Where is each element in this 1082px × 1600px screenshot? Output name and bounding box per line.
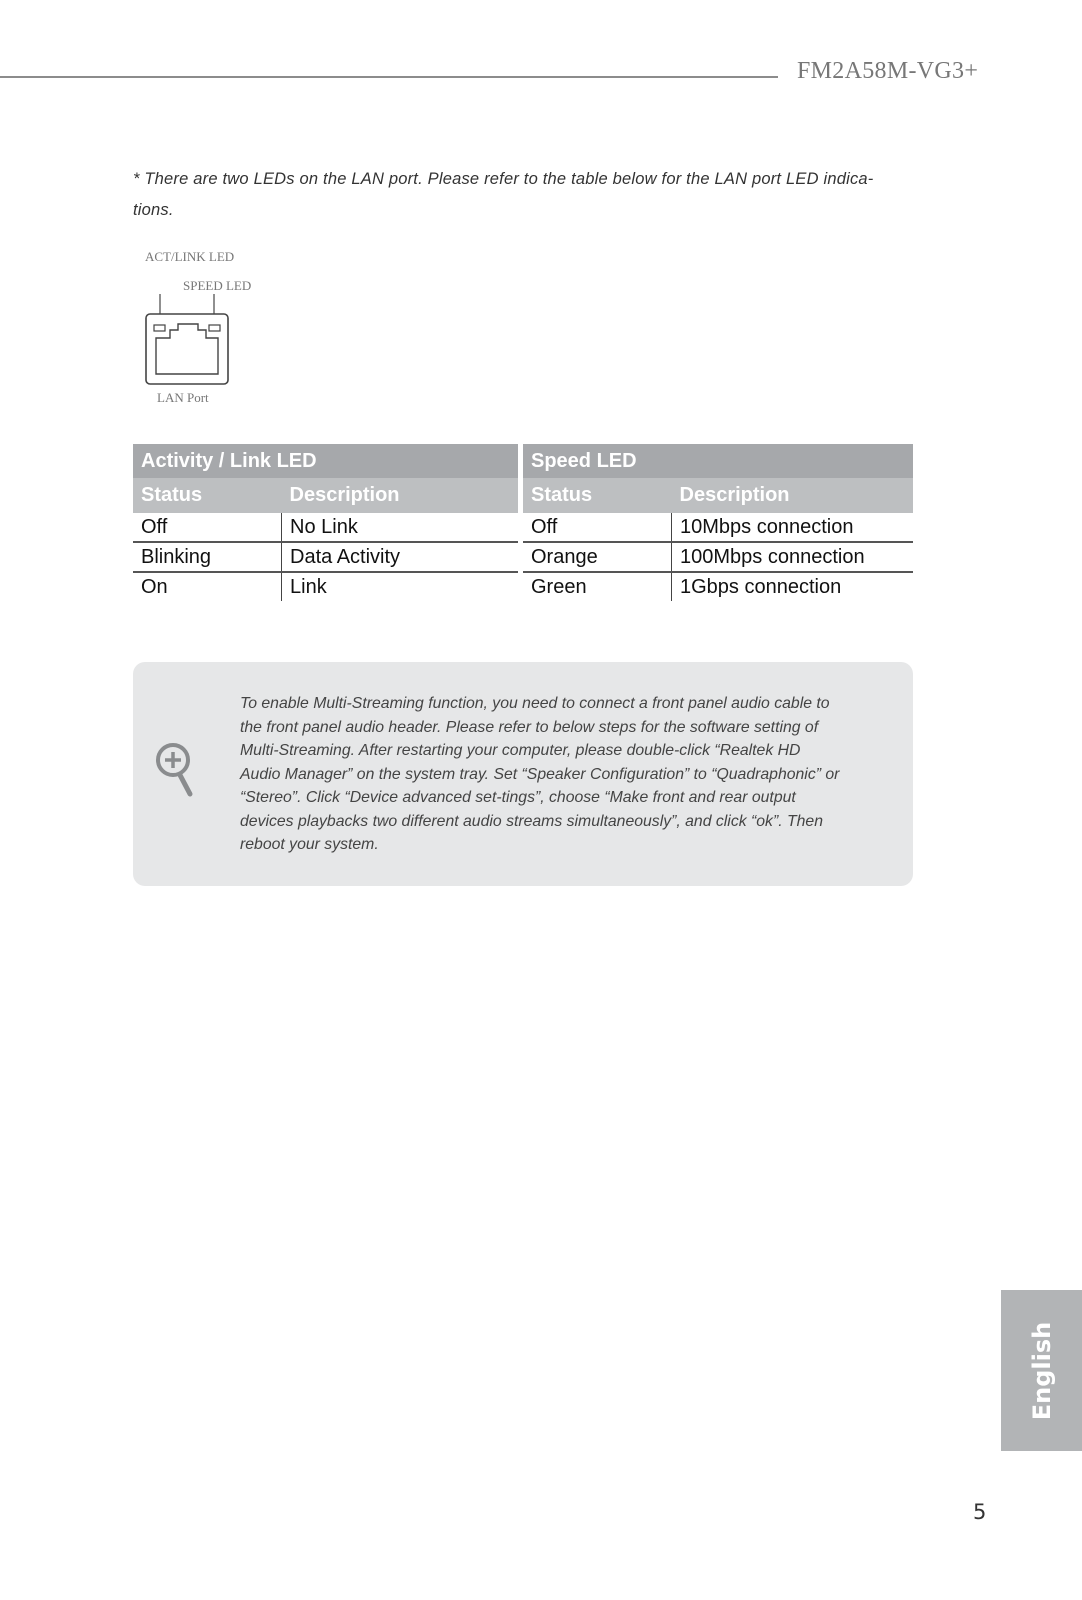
model-name: FM2A58M-VG3+ [797, 58, 979, 84]
table-row [133, 542, 518, 572]
table-row [523, 513, 913, 542]
status-cell: Off [523, 513, 672, 542]
page-number: 5 [973, 1500, 987, 1524]
description-cell: 10Mbps connection [672, 513, 914, 542]
speed-led-table [523, 444, 913, 601]
table-row [133, 513, 518, 542]
status-cell: Blinking [133, 542, 282, 572]
speed-col-status: Status [523, 478, 672, 513]
description-cell: 1Gbps connection [680, 575, 842, 598]
lan-led-note: * There are two LEDs on the LAN port. Please refer to the table below for the LAN port LED indica-tions. [133, 170, 874, 219]
status-cell: Orange [523, 542, 672, 572]
table-row [523, 542, 913, 572]
description-cell: 100Mbps connection [672, 542, 914, 572]
description-cell: No Link [282, 513, 519, 542]
status-cell: Green [523, 572, 672, 601]
activity-link-led-table [133, 444, 518, 601]
lan-port-diagram [140, 294, 236, 386]
description-cell: Link [290, 575, 327, 598]
header-rule [0, 76, 778, 78]
status-cell: Off [133, 513, 282, 542]
status-cell: On [133, 572, 282, 601]
language-tab [1001, 1290, 1082, 1451]
tip-box [133, 662, 913, 886]
activity-col-description: Description [282, 478, 519, 513]
description-cell: Data Activity [282, 542, 519, 572]
table-row [523, 572, 913, 601]
act-link-led-label: ACT/LINK LED [145, 249, 235, 264]
lan-port-label: LAN Port [157, 390, 209, 405]
language-label: English [1027, 1321, 1056, 1420]
speed-table-title: Speed LED [523, 444, 913, 478]
table-row [133, 572, 518, 601]
speed-led-label: SPEED LED [183, 278, 252, 293]
speed-col-description: Description [672, 478, 914, 513]
activity-table-title: Activity / Link LED [133, 444, 518, 478]
magnifier-plus-icon [155, 742, 197, 800]
activity-col-status: Status [133, 478, 282, 513]
tip-text: To enable Multi-Streaming function, you need to connect a front panel audio cable to the front panel audio header. Please refer to below steps for the software setting of Multi-Streaming. After restarting your computer, please double-click “Realtek HD Audio Manager” on the system tray. Set “Speaker Configuration” to “Quadraphonic” or “Stereo”. Click “Device advanced set-tings”, choose “Make front and rear output devices playbacks two different audio streams simultaneously”, and click “ok”. Then reboot your system. [240, 695, 840, 853]
